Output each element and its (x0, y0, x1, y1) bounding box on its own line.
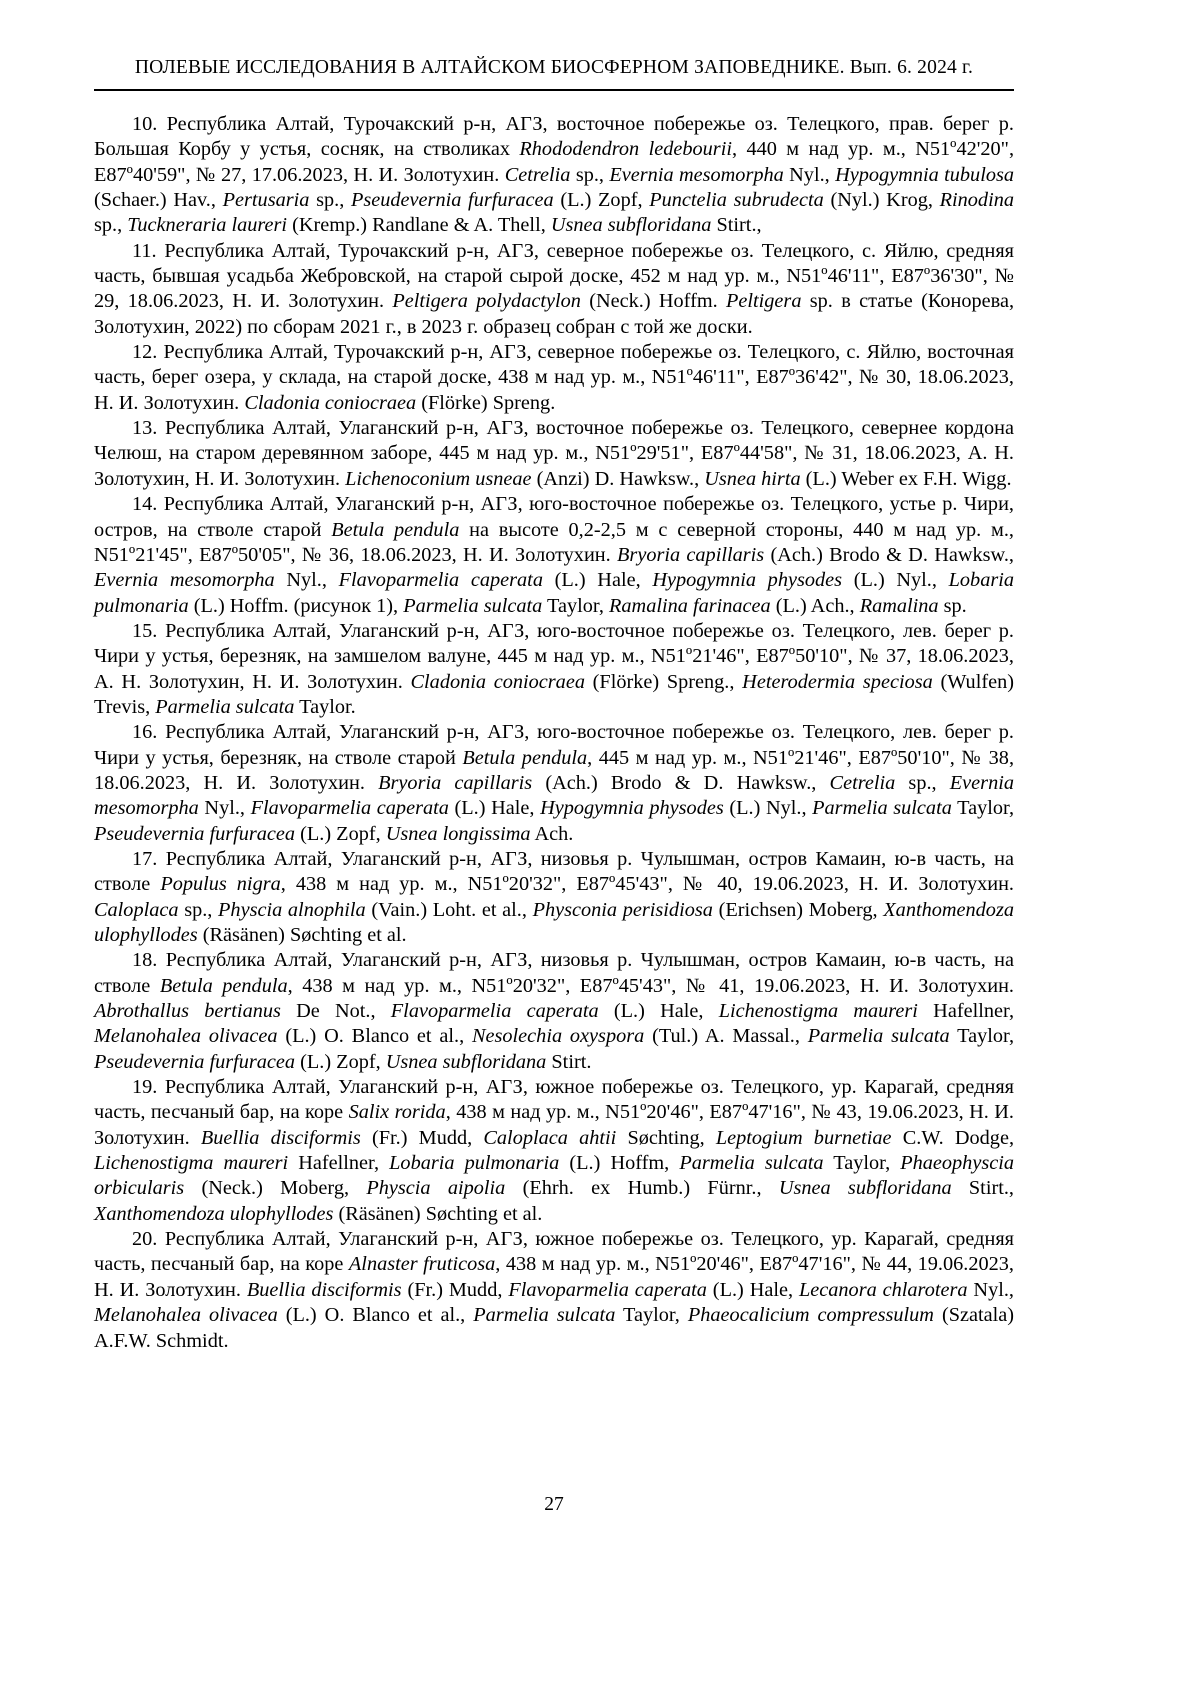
species-name: Evernia mesomorpha (94, 771, 1014, 820)
text-run: Hafellner, (917, 1000, 1015, 1023)
species-name: Buellia disciformis (246, 1278, 402, 1301)
species-name: Xanthomendoza ulophyllodes (94, 898, 1014, 946)
species-name: Parmelia sulcata (155, 695, 295, 718)
species-name: Usnea subfloridana (385, 1050, 547, 1073)
species-name: Lobaria pulmonaria (389, 1152, 560, 1175)
text-run: (L.) Hoffm, (559, 1152, 680, 1175)
species-name: Parmelia sulcata (807, 1025, 950, 1048)
species-name: Pertusaria (222, 189, 310, 212)
species-name: Peltigera polydactylon (392, 290, 581, 313)
species-name: Evernia mesomorpha (94, 569, 275, 592)
entry-paragraph (94, 619, 1014, 720)
text-run: (Ehrh. ex Humb.) Fürnr., (505, 1177, 779, 1200)
species-name: Heterodermia speciosa (742, 670, 933, 693)
text-run: sp. (938, 594, 967, 617)
text-run: 14. Республика Алтай, Улаганский р-н, АГЗ, юго-восточное побережье оз. Телецкого, устье р. Чири, остров, на стволе старой (94, 493, 1014, 541)
text-run: (Anzi) D. Hawksw., (531, 467, 705, 490)
species-name: Usnea hirta (704, 467, 801, 490)
text-run: 19. Республика Алтай, Улаганский р-н, АГЗ, южное побережье оз. Телецкого, ур. Карагай, средняя часть, песчаный бар, на коре (94, 1076, 1014, 1124)
species-name: Lichenostigma maureri (718, 1000, 918, 1023)
text-run: 20. Республика Алтай, Улаганский р-н, АГЗ, южное побережье оз. Телецкого, ур. Карагай, средняя часть, песчаный бар, на коре (94, 1228, 1014, 1276)
species-name: Pseudevernia furfuracea (94, 822, 296, 845)
species-name: Ramalina (859, 594, 939, 617)
species-name: Cladonia coniocraea (410, 670, 585, 693)
entry-paragraph (94, 847, 1014, 948)
text-run: Taylor, (951, 797, 1015, 820)
species-name: Usnea subfloridana (550, 214, 712, 237)
text-run: (Räsänen) Søchting et al. (197, 924, 407, 946)
text-run: sp., (570, 163, 610, 186)
species-name: Hypogymnia physodes (540, 797, 724, 820)
text-run: (Vain.) Loht. et al., (365, 898, 533, 921)
species-name: Pseudevernia furfuracea (94, 1050, 296, 1073)
page-footer (94, 1494, 1014, 1516)
text-run: (Fr.) Mudd, (360, 1126, 484, 1149)
text-run: (L.) Hale, (448, 797, 541, 820)
text-run: Hafellner, (288, 1152, 390, 1175)
text-run: Taylor, (615, 1304, 688, 1327)
species-name: Parmelia sulcata (473, 1304, 616, 1327)
text-run: sp. в статье (Конорева, Золотухин, 2022) по сборам 2021 г., в 2023 г. образец собран с той же доски. (94, 290, 1015, 338)
entry-paragraph (94, 340, 1014, 416)
text-run: , 438 м над ур. м., N51º20'32", E87º45'43", № 41, 19.06.2023, Н. И. Золотухин. (287, 974, 1014, 997)
species-name: Melanohalea olivacea (94, 1304, 278, 1327)
species-name: Populus nigra (160, 873, 281, 896)
text-run: Nyl., (198, 797, 251, 820)
text-run: , 438 м над ур. м., N51º20'46", E87º47'16", № 43, 19.06.2023, Н. И. Золотухин. (94, 1101, 1014, 1149)
entry-paragraph (94, 112, 1014, 239)
text-run: (Ach.) Brodo & D. Hawksw., (764, 543, 1014, 566)
species-name: Ramalina farinacea (609, 594, 771, 617)
species-name: Nesolechia oxyspora (471, 1025, 645, 1048)
species-name: Cladonia coniocraea (244, 391, 417, 414)
text-run: (L.) Nyl., (842, 569, 949, 592)
text-run: (Kremp.) Randlane & A. Thell, (287, 214, 551, 237)
species-name: Hypogymnia physodes (652, 569, 843, 592)
species-name: Rinodina (939, 189, 1014, 212)
text-run: (Ach.) Brodo & D. Hawksw., (532, 771, 830, 794)
species-name: Parmelia sulcata (679, 1152, 824, 1175)
text-run: 16. Республика Алтай, Улаганский р-н, АГЗ, юго-восточное побережье оз. Телецкого, лев. берег р. Чири у устья, березняк, на стволе старой (94, 721, 1014, 769)
species-name: Caloplaca (94, 898, 179, 921)
entry-paragraph (94, 720, 1014, 847)
text-run: 18. Республика Алтай, Улаганский р-н, АГЗ, низовья р. Чулышман, остров Камаин, ю-в часть, на стволе (94, 949, 1014, 997)
text-run: (Tul.) A. Massal., (644, 1025, 808, 1048)
species-name: Bryoria capillaris (378, 771, 533, 794)
entry-paragraph (94, 239, 1014, 340)
species-name: Betula pendula (462, 746, 588, 769)
species-name: Flavoparmelia caperata (338, 569, 543, 592)
text-run: (L.) Hale, (706, 1278, 799, 1301)
species-name: Phaeocalicium compressulum (687, 1304, 934, 1327)
species-name: Pseudevernia furfuracea (350, 189, 554, 212)
text-run: (Szatala) A.F.W. Schmidt. (94, 1304, 1015, 1352)
species-name: Physcia aipolia (366, 1177, 506, 1200)
species-name: Lecanora chlarotera (798, 1278, 968, 1301)
species-name: Parmelia sulcata (812, 797, 952, 820)
text-run: 13. Республика Алтай, Улаганский р-н, АГЗ, восточное побережье оз. Телецкого, севернее кордона Челюш, на старом деревянном заборе, 445 м над ур. м., N51º29'51", E87º44'58", № 31, 18.06.2023, А. Н. Золотухин, Н. И. Золотухин. (94, 417, 1014, 490)
text-run: (Nyl.) Krog, (823, 189, 940, 212)
text-run: 15. Республика Алтай, Улаганский р-н, АГЗ, юго-восточное побережье оз. Телецкого, лев. берег р. Чири у устья, березняк, на замшелом валуне, 445 м над ур. м., N51º21'46", E87º50'10", № 37, 18.06.2023, А. Н. Золотухин, Н. И. Золотухин. (94, 619, 1014, 693)
text-run: Søchting, (616, 1126, 716, 1149)
text-run: Taylor, (542, 594, 610, 617)
species-name: Usnea subfloridana (778, 1177, 952, 1200)
species-name: Xanthomendoza ulophyllodes (94, 1202, 334, 1225)
text-run: 10. Республика Алтай, Турочакский р-н, АГЗ, восточное побережье оз. Телецкого, прав. берег р. Большая Корбу у устья, сосняк, на стволиках (94, 113, 1014, 161)
text-run: (Flörke) Spreng. (416, 391, 556, 414)
species-name: Abrothallus bertianus (94, 1000, 281, 1023)
text-run: C.W. Dodge, (891, 1126, 1015, 1149)
text-run: (L.) Hoffm. (рисунок 1), (188, 594, 404, 617)
entry-paragraph (94, 416, 1014, 492)
text-run: sp., (178, 898, 219, 921)
text-run: (L.) Nyl., (723, 797, 813, 820)
species-name: Melanohalea olivacea (94, 1025, 278, 1048)
text-run: sp., (895, 771, 950, 794)
text-run: (L.) O. Blanco et al., (277, 1304, 474, 1327)
species-name: Buellia disciformis (200, 1126, 361, 1149)
text-run: (Wulfen) Trevis, (94, 670, 1014, 718)
text-run: sp., (94, 214, 128, 237)
species-name: Tuckneraria laureri (127, 214, 288, 237)
species-name: Physcia alnophila (218, 898, 366, 921)
species-name: Cetrelia (504, 163, 571, 186)
text-run: (L.) Hale, (598, 1000, 719, 1023)
species-name: Rhododendron ledebourii (519, 138, 732, 161)
entry-paragraph (94, 1075, 1014, 1227)
text-run: De Not., (280, 1000, 391, 1023)
species-name: Lobaria pulmonaria (94, 569, 1015, 617)
text-run: (Räsänen) Søchting et al. (333, 1202, 543, 1225)
species-name: Hypogymnia tubulosa (835, 163, 1014, 186)
text-run: sp., (309, 189, 351, 212)
page-number: 27 (544, 1494, 564, 1515)
species-name: Usnea longissima (385, 822, 531, 845)
text-run: (Schaer.) Hav., (94, 189, 223, 212)
text-run: (Fr.) Mudd, (401, 1278, 509, 1301)
text-run: 17. Республика Алтай, Улаганский р-н, АГЗ, низовья р. Чулышман, остров Камаин, ю-в часть, на стволе (94, 847, 1014, 896)
text-run: 12. Республика Алтай, Турочакский р-н, АГЗ, северное побережье оз. Телецкого, с. Яйлю, восточная часть, берег озера, у склада, на старой доске, 438 м над ур. м., N51º46'11", E87º36'42", № 30, 18.06.2023, Н. И. Золотухин. (94, 341, 1014, 414)
species-name: Alnaster fruticosa (348, 1253, 496, 1276)
species-name: Phaeophyscia orbicularis (94, 1152, 1014, 1200)
text-run: Nyl., (274, 569, 339, 592)
species-name: Flavoparmelia caperata (508, 1278, 707, 1301)
text-run: (L.) Zopf, (295, 822, 386, 845)
species-name: Bryoria capillaris (617, 543, 765, 566)
text-run: Stirt., (951, 1177, 1014, 1200)
species-name: Physconia perisidiosa (532, 898, 713, 921)
species-name: Salix rorida (348, 1101, 446, 1124)
species-name: Punctelia subrudecta (649, 189, 824, 212)
species-name: Betula pendula (159, 974, 288, 997)
text-run: Taylor. (294, 695, 356, 718)
text-run: Nyl., (783, 163, 836, 186)
text-run: Stirt., (711, 214, 762, 237)
text-run: на высоте 0,2-2,5 м с северной стороны, 440 м над ур. м., N51º21'45", E87º50'05", № 36, 18.06.2023, Н. И. Золотухин. (94, 518, 1014, 566)
species-name: Caloplaca ahtii (483, 1126, 617, 1149)
text-run: (Flörke) Spreng., (584, 670, 743, 693)
species-name: Flavoparmelia caperata (390, 1000, 599, 1023)
text-run: Taylor, (949, 1025, 1015, 1048)
text-run: (L.) Hale, (542, 569, 653, 592)
text-run: (L.) O. Blanco et al., (277, 1025, 472, 1048)
text-run: (Erichsen) Moberg, (712, 898, 884, 921)
text-run: (L.) Ach., (770, 594, 860, 617)
text-run: , 438 м над ур. м., N51º20'32", E87º45'43", № 40, 19.06.2023, Н. И. Золотухин. (280, 873, 1015, 896)
text-run: Taylor, (823, 1152, 901, 1175)
species-name: Parmelia sulcata (403, 594, 543, 617)
text-run: (L.) Weber ex F.H. Wigg. (800, 467, 1012, 490)
text-run: , 440 м над ур. м., N51º42'20", E87º40'59", № 27, 17.06.2023, Н. И. Золотухин. (94, 138, 1015, 186)
text-run: Ach. (530, 822, 574, 845)
text-run: (Neck.) Hoffm. (580, 290, 726, 313)
species-name: Lichenostigma maureri (94, 1152, 289, 1175)
text-run: , 445 м над ур. м., N51º21'46", E87º50'10", № 38, 18.06.2023, Н. И. Золотухин. (94, 746, 1015, 794)
text-run: 11. Республика Алтай, Турочакский р-н, АГЗ, северное побережье оз. Телецкого, с. Яйлю, средняя часть, бывшая усадьба Жебровской, на старой сырой доске, 452 м над ур. м., N51º46'11", E87º36'30", № 29, 18.06.2023, Н. И. Золотухин. (94, 239, 1014, 313)
species-name: Cetrelia (829, 771, 896, 794)
species-name: Leptogium burnetiae (715, 1126, 892, 1149)
running-header: ПОЛЕВЫЕ ИССЛЕДОВАНИЯ В АЛТАЙСКОМ БИОСФЕРНОМ ЗАПОВЕДНИКЕ. Вып. 6. 2024 г. (94, 56, 1014, 91)
text-run: Stirt. (546, 1050, 592, 1073)
document-body (94, 112, 1014, 1354)
species-name: Evernia mesomorpha (609, 163, 784, 186)
entry-paragraph (94, 948, 1014, 1075)
species-name: Peltigera (725, 290, 802, 313)
entry-paragraph (94, 1227, 1014, 1354)
entry-paragraph (94, 492, 1014, 619)
species-name: Flavoparmelia caperata (250, 797, 449, 820)
text-run: Nyl., (967, 1278, 1014, 1301)
text-run: (L.) Zopf, (295, 1050, 386, 1073)
text-run: (Neck.) Moberg, (184, 1177, 367, 1200)
text-run: (L.) Zopf, (553, 189, 650, 212)
species-name: Betula pendula (331, 518, 460, 541)
species-name: Lichenoconium usneae (345, 467, 532, 490)
text-run: , 438 м над ур. м., N51º20'46", E87º47'16", № 44, 19.06.2023, Н. И. Золотухин. (94, 1253, 1014, 1301)
